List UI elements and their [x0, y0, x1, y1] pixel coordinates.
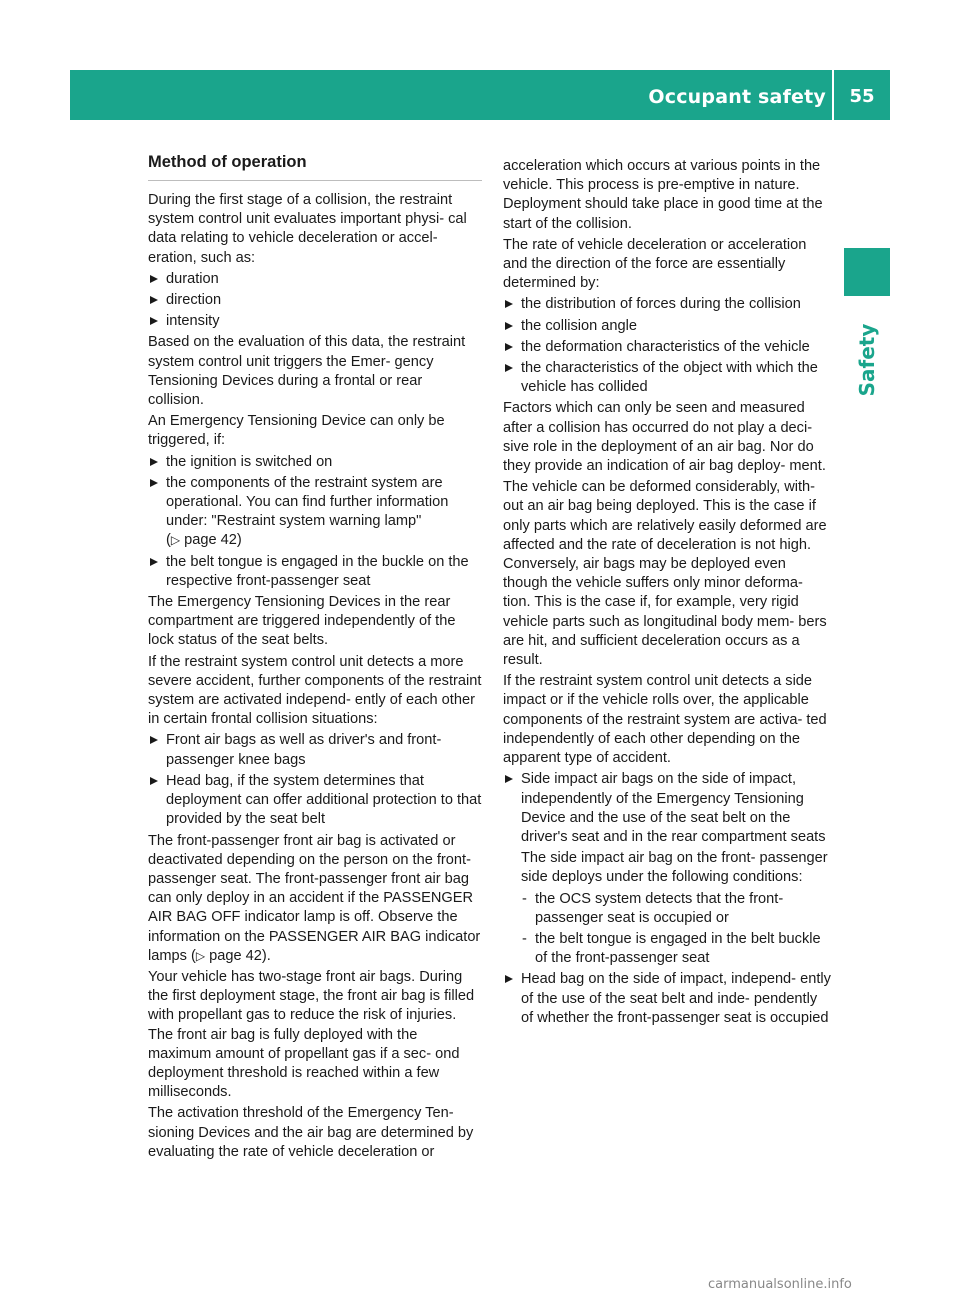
paragraph: If the restraint system control unit detects a more severe accident, further components of the restraint system are activated independ- ently of each other in certain frontal collision situations: [148, 653, 482, 728]
list-item: the components of the restraint system are operational. You can find further information under: "Restraint system warning lamp" (▷ page 42) [148, 474, 482, 551]
page-reference-link[interactable]: (▷ page 42) [166, 532, 242, 548]
chapter-title: Occupant safety [648, 86, 826, 108]
bullet-triangle-icon [505, 975, 513, 983]
page-reference-link[interactable]: ▷ page 42). [196, 948, 271, 964]
bullet-triangle-icon [505, 322, 513, 330]
paragraph: During the first stage of a collision, the restraint system control unit evaluates important physi- cal data relating to vehicle deceleration or accel- eration, such as: [148, 192, 467, 266]
paragraph: The activation threshold of the Emergency Ten- sioning Devices and the air bag are determined by evaluating the rate of vehicle deceleration or [148, 1105, 474, 1160]
page-reference-arrow-icon: ▷ [195, 948, 206, 963]
bullet-triangle-icon [150, 558, 158, 566]
paragraph: The vehicle can be deformed considerably, with- out an air bag being deployed. This is the case if only parts which are relatively easily deformed are affected and the rate of deceleration is not high. Conversely, air bags may be deployed even though the vehicle suffers only minor deforma- tion. This is the case if, for example, very rigid vehicle parts such as longitudinal body mem- bers are hit, and sufficient deceleration occurs as a result. [503, 479, 827, 669]
paragraph: An Emergency Tensioning Device can only be triggered, if: [148, 413, 445, 449]
list-item: Front air bags as well as driver's and front- passenger knee bags [148, 731, 482, 769]
bullet-triangle-icon [150, 479, 158, 487]
list-item: Head bag on the side of impact, independ- ently of the use of the seat belt and inde- pendently of whether the front-passenger seat is occupied [503, 970, 833, 1028]
paragraph: If the restraint system control unit detects a side impact or if the vehicle rolls over, the applicable components of the restraint system are activa- ted independently of each other depending on the apparent type of accident. [503, 673, 827, 767]
sub-paragraph: The side impact air bag on the front- passenger side deploys under the following conditions: [521, 850, 828, 886]
right-column [503, 157, 833, 1030]
list-item: the deformation characteristics of the vehicle [503, 338, 833, 357]
bullet-triangle-icon [150, 458, 158, 466]
bullet-triangle-icon [505, 300, 513, 308]
dash-list-item: - the OCS system detects that the front- passenger seat is occupied or [522, 890, 784, 926]
list-item: Side impact air bags on the side of impact, independently of the Emergency Tensioning Device and the use of the seat belt on the driver's seat and in the rear compartment seats [503, 770, 833, 847]
list-item: direction [148, 291, 482, 310]
bullet-triangle-icon [505, 775, 513, 783]
bullet-triangle-icon [505, 364, 513, 372]
paragraph: acceleration which occurs at various points in the vehicle. This process is pre-emptive in nature. Deployment should take place in good time at the start of the collision. [503, 158, 823, 232]
list-item: Head bag, if the system determines that deployment can offer additional protection to that provided by the seat belt [148, 772, 482, 830]
bullet-triangle-icon [150, 777, 158, 785]
bullet-triangle-icon [505, 343, 513, 351]
paragraph: The front-passenger front air bag is activated or deactivated depending on the person on the front-passenger seat. The front-passenger front air bag can only deploy in an accident if the PASSENGER AIR BAG OFF indicator lamp is off. Observe the information on the PASSENGER AIR BAG indicator lamps (▷ page 42). [148, 832, 482, 966]
list-item: intensity [148, 312, 482, 331]
bullet-triangle-icon [150, 317, 158, 325]
paragraph: Factors which can only be seen and measured after a collision has occurred do not play a deci- sive role in the deployment of an air bag. Nor do they provide an indication of air bag deploy- ment. [503, 400, 826, 475]
paragraph: The rate of vehicle deceleration or acceleration and the direction of the force are essentially determined by: [503, 236, 807, 292]
bullet-triangle-icon [150, 275, 158, 283]
paragraph: Based on the evaluation of this data, the restraint system control unit triggers the Emer- gency Tensioning Devices during a frontal or rear collision. [148, 334, 466, 409]
list-item: the belt tongue is engaged in the buckle on the respective front-passenger seat [148, 553, 482, 591]
left-column [148, 152, 482, 1164]
list-item: the distribution of forces during the collision [503, 295, 833, 314]
bullet-triangle-icon [150, 736, 158, 744]
watermark: carmanualsonline.info [708, 1277, 852, 1292]
paragraph: Your vehicle has two-stage front air bags. During the first deployment stage, the front air bag is filled with propellant gas to reduce the risk of injuries. The front air bag is fully deployed with the maximum amount of propellant gas if a sec- ond deployment threshold is reached within a few milliseconds. [148, 968, 475, 1101]
section-tab-label: Safety [855, 323, 879, 397]
bullet-triangle-icon [150, 296, 158, 304]
list-item: the collision angle [503, 317, 833, 336]
page-reference-arrow-icon: ▷ [170, 533, 181, 548]
dash-list-item: - the belt tongue is engaged in the belt buckle of the front-passenger seat [522, 930, 821, 967]
list-item: duration [148, 270, 482, 289]
section-title: Method of operation [148, 152, 482, 181]
page-number: 55 [849, 86, 875, 107]
dash-marker: - [522, 930, 527, 947]
section-tab-marker [844, 248, 890, 296]
header-divider [832, 70, 834, 120]
dash-marker: - [522, 890, 527, 907]
list-item: the ignition is switched on [148, 453, 482, 472]
list-item: the characteristics of the object with which the vehicle has collided [503, 359, 833, 397]
paragraph: The Emergency Tensioning Devices in the rear compartment are triggered independently of the lock status of the seat belts. [148, 594, 456, 649]
